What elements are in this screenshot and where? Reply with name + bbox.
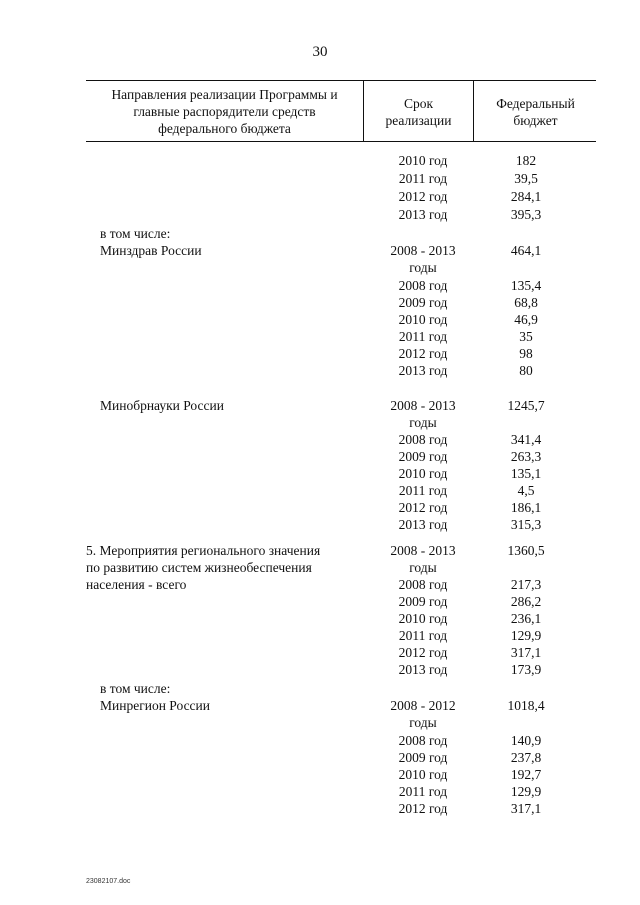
period-cell: 2009 год — [398, 750, 448, 765]
budget-cell: 315,3 — [510, 517, 542, 532]
budget-cell: 4,5 — [517, 483, 535, 498]
period-cell: 2008 - 2012 — [390, 698, 456, 713]
period-cell: годы — [409, 415, 437, 430]
period-cell: 2012 год — [398, 801, 448, 816]
table-header — [86, 80, 596, 142]
budget-cell: 39,5 — [514, 171, 538, 186]
budget-cell: 217,3 — [510, 577, 542, 592]
budget-cell: 237,8 — [510, 750, 542, 765]
budget-cell: 317,1 — [510, 801, 542, 816]
budget-cell: 395,3 — [510, 207, 542, 222]
period-cell: 2011 год — [398, 329, 448, 344]
period-cell: 2008 - 2013 — [390, 543, 456, 558]
period-cell: 2008 год — [398, 432, 448, 447]
budget-cell: 1018,4 — [507, 698, 545, 713]
budget-cell: 1245,7 — [507, 398, 545, 413]
period-cell: 2013 год — [398, 662, 448, 677]
period-cell: 2008 - 2013 — [390, 243, 456, 258]
budget-cell: 236,1 — [510, 611, 542, 626]
period-cell: 2009 год — [398, 449, 448, 464]
budget-cell: 341,4 — [510, 432, 542, 447]
period-cell: 2013 год — [398, 363, 448, 378]
budget-cell: 186,1 — [510, 500, 542, 515]
budget-cell: 173,9 — [510, 662, 542, 677]
period-cell: 2012 год — [398, 189, 448, 204]
period-cell: 2010 год — [398, 153, 448, 168]
including-label: в том числе: — [100, 681, 171, 696]
period-cell: годы — [409, 260, 437, 275]
header-period: Срок реализации — [364, 81, 474, 141]
period-cell: 2010 год — [398, 767, 448, 782]
period-cell: 2011 год — [398, 483, 448, 498]
budget-cell: 80 — [519, 363, 533, 378]
ministry-label-minregion: Минрегион России — [100, 698, 210, 713]
budget-cell: 98 — [519, 346, 533, 361]
period-cell: 2008 - 2013 — [390, 398, 456, 413]
budget-cell: 464,1 — [510, 243, 542, 258]
section-5-label-line-1: 5. Мероприятия регионального значения — [86, 543, 321, 558]
page-number: 30 — [312, 44, 328, 60]
ministry-label-minobrnauki: Минобрнауки России — [100, 398, 224, 413]
document-filename: 23082107.doc — [86, 878, 131, 885]
header-directions: Направления реализации Программы и главные распорядители средств федерального бюджета — [86, 81, 364, 141]
budget-cell: 284,1 — [510, 189, 542, 204]
period-cell: 2011 год — [398, 628, 448, 643]
header-federal-budget: Федеральный бюджет — [496, 96, 575, 128]
period-cell: 2011 год — [398, 784, 448, 799]
period-cell: 2008 год — [398, 577, 448, 592]
period-cell: 2008 год — [398, 733, 448, 748]
period-cell: 2013 год — [398, 517, 448, 532]
including-label: в том числе: — [100, 226, 171, 241]
budget-cell: 68,8 — [514, 295, 538, 310]
budget-cell: 135,4 — [510, 278, 542, 293]
budget-cell: 129,9 — [510, 784, 542, 799]
period-cell: 2010 год — [398, 312, 448, 327]
period-cell: 2011 год — [398, 171, 448, 186]
period-cell: 2012 год — [398, 500, 448, 515]
budget-cell: 1360,5 — [507, 543, 545, 558]
budget-cell: 129,9 — [510, 628, 542, 643]
budget-cell: 46,9 — [514, 312, 538, 327]
period-cell: 2013 год — [398, 207, 448, 222]
budget-cell: 286,2 — [510, 594, 542, 609]
period-cell: 2010 год — [398, 611, 448, 626]
budget-cell: 317,1 — [510, 645, 542, 660]
budget-cell: 192,7 — [510, 767, 542, 782]
budget-cell: 140,9 — [510, 733, 542, 748]
section-5-label-line-3: населения - всего — [86, 577, 187, 592]
period-cell: 2008 год — [398, 278, 448, 293]
budget-cell: 182 — [515, 153, 537, 168]
period-cell: годы — [409, 560, 437, 575]
budget-cell: 135,1 — [510, 466, 542, 481]
period-cell: 2009 год — [398, 295, 448, 310]
section-5-label-line-2: по развитию систем жизнеобеспечения — [86, 560, 312, 575]
period-cell: 2010 год — [398, 466, 448, 481]
period-cell: годы — [409, 715, 437, 730]
period-cell: 2012 год — [398, 645, 448, 660]
budget-cell: 35 — [519, 329, 533, 344]
budget-cell: 263,3 — [510, 449, 542, 464]
ministry-label-minzdrav: Минздрав России — [100, 243, 202, 258]
period-cell: 2009 год — [398, 594, 448, 609]
period-cell: 2012 год — [398, 346, 448, 361]
